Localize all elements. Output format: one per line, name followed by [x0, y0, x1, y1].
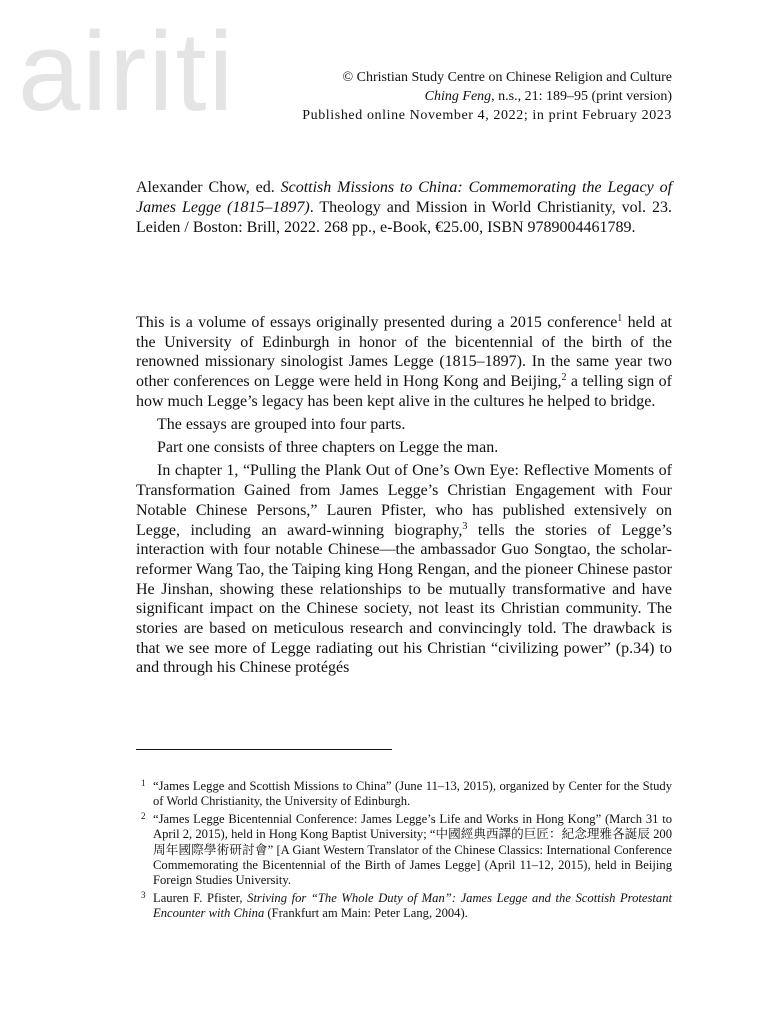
footnote-divider — [136, 749, 392, 750]
paragraph-4-text-b: tells the stories of Legge’s interaction with four notable Chinese—the ambassador Guo Songtao, the scholar-reformer Wang Tao, the Taiping king Hong Rengan, and the pioneer Chinese pastor He Jinshan, showing these relationships to be mutually transformative and have significant impact on the Chinese society, not least its Christian community. The stories are based on meticulous research and convincingly told. The drawback is that we see more of Legge radiating out his Christian “civilizing power” (p.34) to and through his Chinese protégés — [136, 521, 672, 677]
paragraph-4 — [136, 461, 672, 678]
footnote-publisher: (Frankfurt am Main: Peter Lang, 2004). — [264, 906, 468, 921]
footnote-book-title: Striving for “The Whole Duty of Man”: James Legge and the Scottish Protestant Encounter with China — [153, 890, 672, 921]
footnote-ref-2[interactable]: 2 — [561, 372, 567, 384]
footnote-ref-3[interactable]: 3 — [462, 520, 468, 532]
paragraph-4-text-a: In chapter 1, “Pulling the Plank Out of One’s Own Eye: Reflective Moments of Transformation Gained from James Legge’s Christian Engagement with Four Notable Chinese Persons,” Lauren Pfister, who has published extensively on Legge, including an award-winning biography, — [136, 462, 672, 539]
footnote-ref-1[interactable]: 1 — [617, 313, 623, 324]
book-title: Scottish Missions to China: Commemorating the Legacy of James Legge (1815–1897) — [136, 179, 673, 216]
footnote-text: “James Legge and Scottish Missions to China” (June 11–13, 2015), organized by Center for the Study of World Christianity, the University of Edinburgh. — [153, 779, 672, 809]
paragraph-1-text-b: held at the University of Edinburgh in honor of the bicentennial of the birth of the renowned missionary sinologist James Legge (1815–1897). In the same year two other conferences on Legge were held in Hong Kong and Beijing, — [136, 314, 672, 391]
paragraph-1-text-c: a telling sign of how much Legge’s legacy has been kept alive in the cultures he helped to bridge. — [136, 373, 673, 410]
copyright-line: © Christian Study Centre on Chinese Religion and Culture — [342, 70, 672, 85]
paragraph-2: The essays are grouped into four parts. — [157, 416, 406, 434]
journal-citation-line — [302, 87, 672, 106]
footnote-number: 2 — [141, 810, 146, 821]
footnote-1 — [136, 779, 672, 810]
footnote-text: “James Legge Bicentennial Conference: James Legge’s Life and Works in Hong Kong” (March 31 to April 2, 2015), held in Hong Kong Baptist University; “中國經典西譯的巨匠：紀念理雅各誕辰 200 周年國際學術研討會” [A Giant Western Translator of the Chinese Classics: International Conference Commemorating the Bicentennial of the Birth of James Legge] (April 11–12, 2015), held in Beijing Foreign Studies University. — [153, 811, 672, 888]
watermark-logo: airiti — [18, 9, 236, 134]
paragraph-3: Part one consists of three chapters on Legge the man. — [157, 439, 499, 457]
footnotes — [136, 779, 672, 924]
journal-header — [302, 68, 672, 125]
paragraph-1-text-a: This is a volume of essays originally presented during a 2015 conference — [136, 314, 618, 331]
publication-dates: Published online November 4, 2022; in print February 2023 — [302, 108, 672, 123]
journal-name: Ching Feng — [424, 89, 492, 104]
review-body — [136, 313, 672, 682]
journal-volume-pages: , n.s., 21: 189–95 (print version) — [491, 89, 672, 104]
footnote-number: 3 — [141, 889, 146, 900]
paragraph-1 — [136, 313, 672, 412]
book-editor: Alexander Chow, ed. — [136, 179, 281, 196]
book-details: . Theology and Mission in World Christianity, vol. 23. Leiden / Boston: Brill, 2022. 268 pp., e-Book, €25.00, ISBN 9789004461789. — [136, 199, 672, 236]
footnote-2 — [136, 812, 672, 889]
footnote-3 — [136, 891, 672, 922]
footnote-number: 1 — [141, 778, 146, 788]
footnote-author: Lauren F. Pfister, — [153, 890, 248, 905]
book-citation — [136, 178, 672, 238]
